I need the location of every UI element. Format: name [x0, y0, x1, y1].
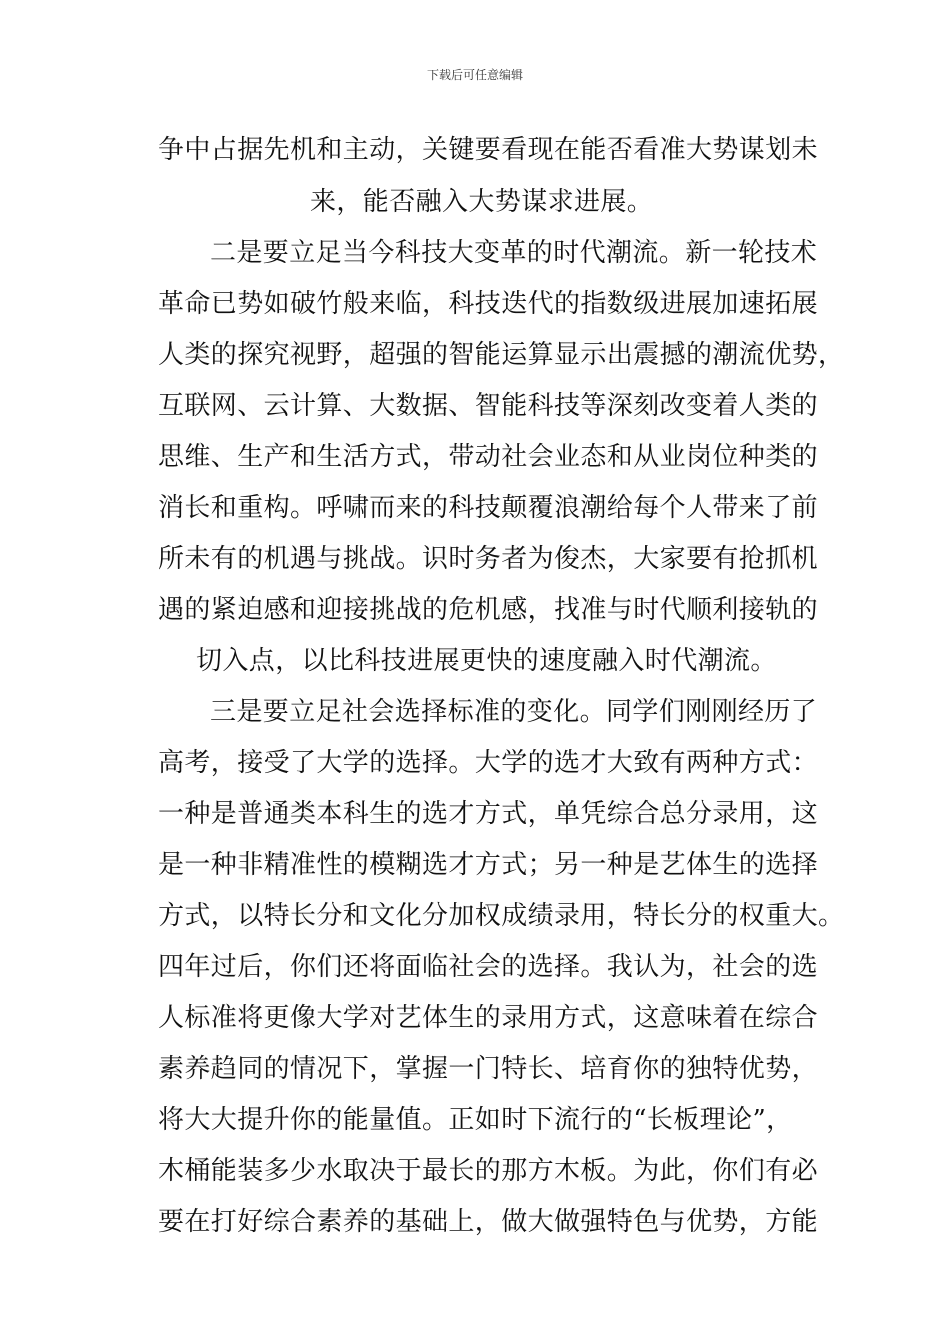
text-line: 高考，接受了大学的选择。大学的选才大致有两种方式： [158, 748, 819, 778]
text-line: 互联网、云计算、大数据、智能科技等深刻改变着人类的 [158, 391, 819, 421]
text-line: 三是要立足社会选择标准的变化。同学们刚刚经历了 [210, 697, 818, 727]
text-line: 方式，以特长分和文化分加权成绩录用，特长分的权重大。 [158, 901, 845, 931]
text-line: 消长和重构。呼啸而来的科技颠覆浪潮给每个人带来了前 [158, 493, 819, 523]
text-line: 争中占据先机和主动，关键要看现在能否看准大势谋划未 [158, 135, 819, 165]
page-header: 下载后可任意编辑 [426, 68, 523, 82]
text-line: 是一种非精准性的模糊选才方式；另一种是艺体生的选择 [158, 850, 819, 880]
text-line: 素养趋同的情况下，掌握一门特长、培育你的独特优势， [158, 1054, 819, 1084]
text-line: 二是要立足当今科技大变革的时代潮流。新一轮技术 [210, 238, 818, 268]
text-line: 人类的探究视野，超强的智能运算显示出震撼的潮流优势， [158, 340, 845, 370]
text-line: 人标准将更像大学对艺体生的录用方式，这意味着在综合 [158, 1003, 819, 1033]
text-line: 木桶能装多少水取决于最长的那方木板。为此，你们有必 [158, 1156, 819, 1186]
text-line: 革命已势如破竹般来临，科技迭代的指数级进展加速拓展 [158, 289, 819, 319]
text-line: 一种是普通类本科生的选才方式，单凭综合总分录用，这 [158, 799, 819, 829]
text-line: 要在打好综合素养的基础上，做大做强特色与优势，方能 [158, 1207, 819, 1237]
text-line: 四年过后，你们还将面临社会的选择。我认为，社会的选 [158, 952, 819, 982]
text-line: 思维、生产和生活方式，带动社会业态和从业岗位种类的 [158, 442, 819, 472]
text-line: 来，能否融入大势谋求进展。 [310, 187, 654, 217]
text-line: 切入点，以比科技进展更快的速度融入时代潮流。 [196, 646, 777, 676]
text-line: 将大大提升你的能量值。正如时下流行的“长板理论”， [158, 1105, 793, 1135]
text-line: 所未有的机遇与挑战。识时务者为俊杰，大家要有抢抓机 [158, 544, 819, 574]
text-line: 遇的紧迫感和迎接挑战的危机感，找准与时代顺利接轨的 [158, 595, 819, 625]
